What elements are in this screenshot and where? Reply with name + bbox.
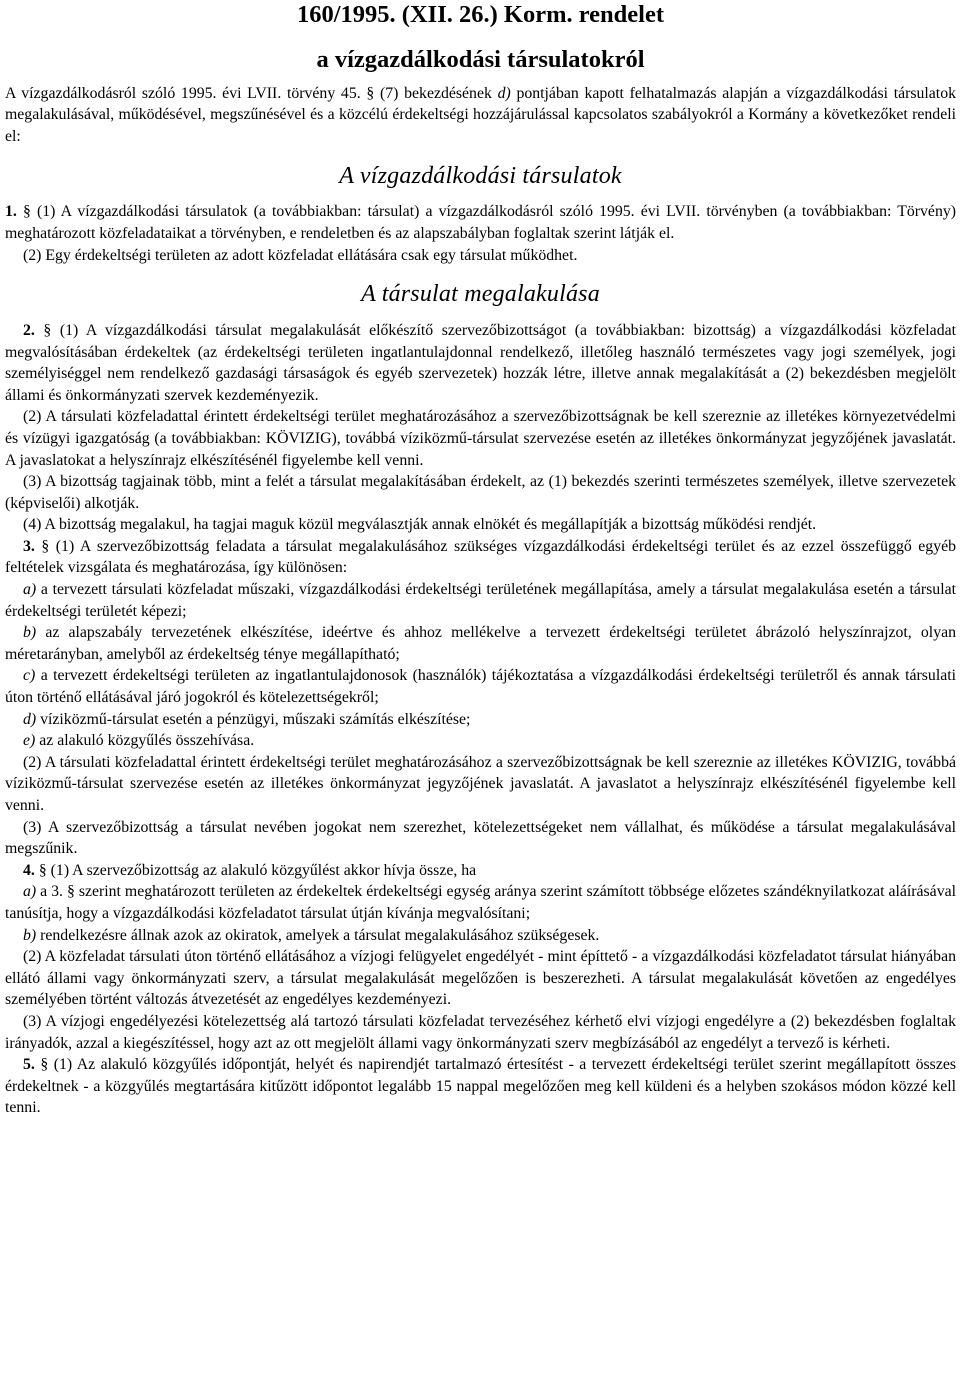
point-label: b) — [23, 624, 37, 642]
paragraph-1 — [5, 201, 956, 244]
paragraph-4-2: (2) A közfeladat társulati úton történő ellátásához a vízjogi felügyelet engedélyét - mint építtető - a vízgazdálkodási közfeladatot társulat hiányában ellátó állami vagy önkormányzati szerv, a társulat megalakulását megelőzően is beszerezheti. A társulat megalakulását követően az engedélyes személyében történt változás átvezetését az engedélyes kezdeményezi. — [5, 948, 956, 1009]
point-text: rendelkezésre állnak azok az okiratok, amelyek a társulat megalakulásához szükségesek. — [36, 926, 600, 944]
section-symbol: § — [38, 861, 47, 879]
point-text: a tervezett érdekeltségi területen az ingatlantulajdonosok (használók) tájékoztatása a vízgazdálkodási érdekeltségi területről és annak társulati úton történő ellátásával járó jogokról és kötelezettségekről; — [5, 667, 956, 707]
paragraph-1-2: (2) Egy érdekeltségi területen az adott közfeladat ellátására csak egy társulat működhet. — [23, 246, 578, 264]
section-symbol: § — [41, 537, 50, 555]
point-text: a 3. § szerint meghatározott területen az érdekeltek érdekeltségi egység aránya szerint számított többsége előzetes szándéknyilatkozat aláírásával tanúsítja, hogy a vízgazdálkodási közfeladatot társulat útján kívánja megvalósítani; — [5, 883, 956, 922]
point-label: b) — [23, 926, 37, 944]
preamble — [5, 83, 956, 148]
paragraph-3 — [5, 536, 956, 579]
paragraph-2 — [5, 320, 956, 406]
point-label: a) — [23, 883, 37, 901]
point-label: c) — [23, 667, 36, 685]
paragraph-number: 3. — [23, 537, 35, 555]
paragraph-text: (1) A vízgazdálkodási társulatok (a továbbiakban: társulat) a vízgazdálkodásról szóló 1995. évi LVII. törvényben (a továbbiakban: Törvény) meghatározott közfeladataikat a törvényben, e rendeletben és az alapszabályban foglaltak szerint látják el. — [5, 203, 956, 242]
point-label: e) — [23, 732, 36, 750]
paragraph-text: (1) A szervezőbizottság az alakuló közgyűlést akkor hívja össze, ha — [46, 861, 477, 879]
point-text: a tervezett társulati közfeladat műszaki, vízgazdálkodási érdekeltségi területének megállapítása, amely a társulat megalakulása esetén a társulat érdekeltségi területét képezi; — [5, 581, 956, 620]
decree-subject-title: a vízgazdálkodási társulatokról — [316, 46, 645, 74]
point-text: az alakuló közgyűlés összehívása. — [35, 732, 255, 750]
section-title-water-associations: A vízgazdálkodási társulatok — [339, 162, 622, 189]
paragraph-2-4: (4) A bizottság megalakul, ha tagjai maguk közül megválasztják annak elnökét és megállapítják a bizottság működési rendjét. — [23, 516, 817, 534]
paragraph-2-2: (2) A társulati közfeladattal érintett érdekeltségi terület meghatározásához a szervezőbizottságnak be kell szereznie az illetékes környezetvédelmi és vízügyi igazgatóság (a továbbiakban: KÖVIZIG), továbbá víziközmű-társulat szervezése esetén az illetékes önkormányzat jegyzőjének javaslatát. A javaslatokat a helyszínrajz elkészítésénél figyelembe kell venni. — [5, 408, 956, 469]
section-title-formation: A társulat megalakulása — [361, 281, 600, 308]
paragraph-2-3: (3) A bizottság tagjainak több, mint a felét a társulat megalakításában érdekelt, az (1) bekezdés szerinti természetes személyek, illetve szervezetek (képviselői) alkotják. — [5, 473, 956, 512]
decree-number-title: 160/1995. (XII. 26.) Korm. rendelet — [297, 1, 664, 28]
paragraph-3-2: (2) A társulati közfeladattal érintett érdekeltségi terület meghatározásához a szervezőbizottságnak be kell szereznie az illetékes KÖVIZIG, továbbá víziközmű-társulat szervezése esetén az illetékes önkormányzat jegyzőjének javaslatát. A javaslatot a helyszínrajz elkészítésénél figyelembe kell venni. — [5, 753, 956, 814]
section-symbol: § — [40, 1056, 49, 1074]
preamble-text: pontjában kapott felhatalmazás alapján a vízgazdálkodási társulatok megalakulásával, működésével, megszűnésével és a közcélú érdekeltségi hozzájárulással kapcsolatos szabályokról a Kormány a következőket rendeli el: — [5, 84, 956, 145]
section-symbol: § — [22, 203, 31, 221]
preamble-point: d) — [497, 84, 511, 102]
paragraph-4 — [5, 860, 956, 882]
preamble-text: A vízgazdálkodásról szóló 1995. évi LVII. törvény 45. — [5, 84, 367, 102]
paragraph-3-point-e — [5, 730, 956, 752]
paragraph-text: (1) Az alakuló közgyűlés időpontját, helyét és napirendjét tartalmazó értesítést - a tervezett érdekeltségi terület szerint megállapított összes érdekeltnek - a közgyűlés megtartására kitűzött időpontot legalább 15 nappal megelőzően meg kell küldeni és a helyben szokásos módon közzé kell tenni. — [5, 1056, 957, 1117]
paragraph-4-point-b — [5, 925, 956, 947]
point-text: víziközmű-társulat esetén a pénzügyi, műszaki számítás elkészítése; — [36, 710, 471, 728]
paragraph-4-point-a — [5, 881, 956, 924]
point-label: a) — [23, 581, 37, 599]
paragraph-5 — [5, 1054, 956, 1119]
paragraph-number: 1. — [5, 203, 17, 221]
preamble-text: (7) bekezdésének — [374, 84, 498, 102]
paragraph-number: 4. — [23, 861, 35, 879]
paragraph-4-3: (3) A vízjogi engedélyezési kötelezettség alá tartozó társulati közfeladat tervezéséhez kérhető elvi vízjogi engedélyre a (2) bekezdésben foglaltak irányadók, azzal a kiegészítéssel, hogy azt az ott megjelölt állami vagy önkormányzati szerv megbízásából az engedélyt a tervező is kérheti. — [5, 1012, 956, 1052]
paragraph-number: 5. — [23, 1056, 35, 1074]
paragraph-3-point-d — [5, 709, 956, 731]
point-label: d) — [23, 710, 37, 728]
section-symbol: § — [43, 321, 52, 339]
paragraph-3-3: (3) A szervezőbizottság a társulat nevében jogokat nem szerezhet, kötelezettségeket nem vállalhat, és működése a társulat megalakulásával megszűnik. — [5, 818, 956, 858]
paragraph-3-point-a — [5, 579, 956, 622]
paragraph-number: 2. — [23, 321, 35, 339]
paragraph-3-point-c — [5, 665, 956, 708]
paragraph-3-point-b — [5, 622, 956, 665]
paragraph-text: (1) A szervezőbizottság feladata a társulat megalakulásához szükséges vízgazdálkodási érdekeltségi terület és az ezzel összefüggő egyéb feltételek vizsgálata és meghatározása, így különösen: — [5, 537, 956, 577]
paragraph-text: (1) A vízgazdálkodási társulat megalakulását előkészítő szervezőbizottságot (a továbbiakban: bizottság) a vízgazdálkodási közfeladat megvalósításában érdekeltek (az érdekeltségi területen ingatlantulajdonnal rendelkező, illetőleg használó természetes vagy jogi személyek, jogi személyiséggel nem rendelkező gazdasági társaságok és egyéb szervezetek) hozzák létre, illetve annak megalakítását a (2) bekezdésben megjelölt állami és önkormányzati szervek kezdeményezik. — [5, 321, 956, 404]
section-symbol: § — [366, 84, 375, 102]
point-text: az alapszabály tervezetének elkészítése, ideértve és ahhoz mellékelve a tervezett érdekeltségi területet ábrázoló helyszínrajzot, olyan méretarányban, amelyből az érdekeltség ténye megállapítható; — [5, 624, 956, 663]
